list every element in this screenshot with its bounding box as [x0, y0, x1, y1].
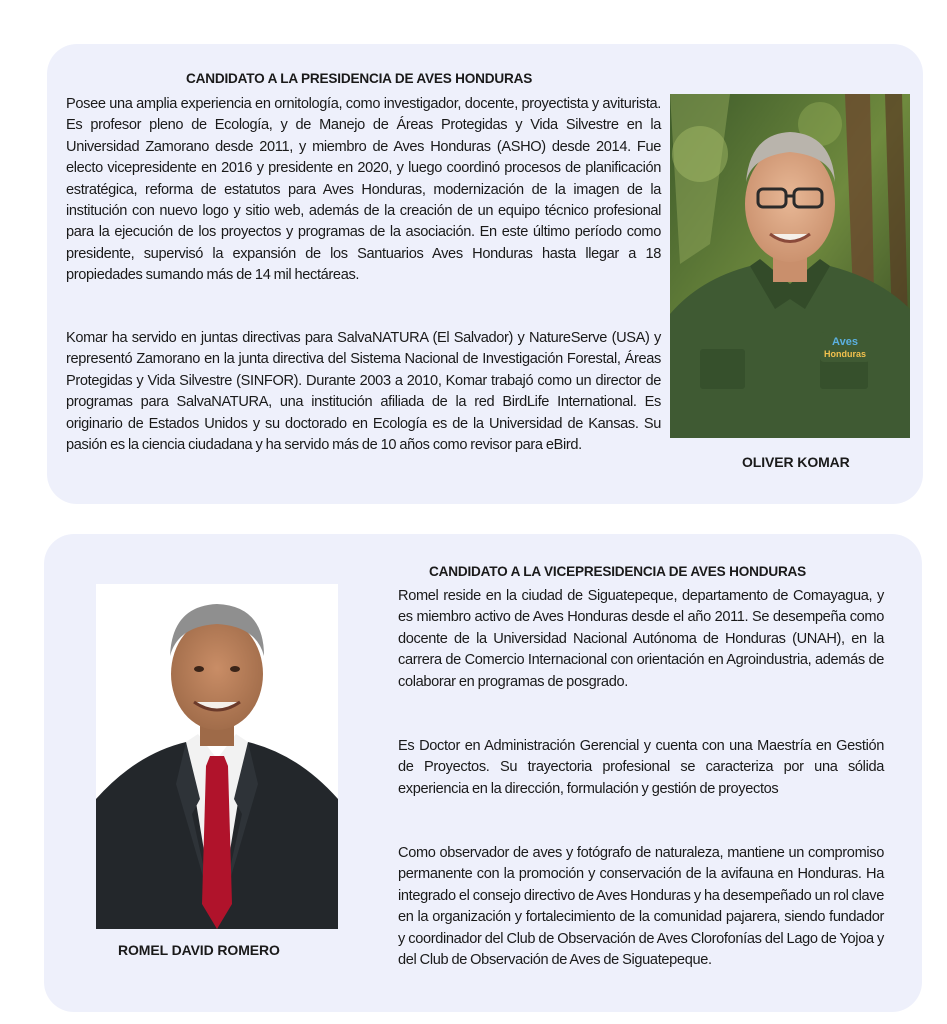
president-name: OLIVER KOMAR	[742, 454, 850, 470]
president-candidate-card	[47, 44, 923, 504]
vice-president-heading: CANDIDATO A LA VICEPRESIDENCIA DE AVES HONDURAS	[429, 564, 807, 579]
vice-president-photo	[96, 584, 338, 929]
vice-president-name: ROMEL DAVID ROMERO	[118, 942, 280, 958]
shirt-logo-line2: Honduras	[823, 349, 867, 359]
shirt-logo-line1: Aves	[832, 336, 858, 348]
vice-president-bio-paragraph-2: Es Doctor en Administración Gerencial y cuenta con una Maestría en Gestión de Proyectos. Su trayectoria profesional se caracteriza por una sólida experiencia en la dirección, formulación y gestión de proyectos	[398, 738, 884, 797]
vice-president-bio-paragraph-3: Como observador de aves y fotógrafo de naturaleza, mantiene un compromiso permanente con la promoción y conservación de la avifauna en Honduras. Ha integrado el consejo directivo de Aves Honduras y ha desempeñado un rol clave en la organización y fortalecimiento de la comunidad pajarera, siendo fundador y coordinador del Club de Observación de Aves Clorofonías del Lago de Yojoa y del Club de Observación de Aves de Siguatepeque.	[398, 845, 884, 969]
president-bio-paragraph-2: Komar ha servido en juntas directivas para SalvaNATURA (El Salvador) y NatureServe (USA) y representó Zamorano en la junta directiva del Sistema Nacional de Investigación Forestal, Áreas Protegidas y Vida Silvestre (SINFOR). Durante 2003 a 2010, Komar trabajó como un director de programas para SalvaNATURA, una institución afiliada de la red BirdLife International. Es originario de Estados Unidos y su doctorado en Ecología es de la Universidad de Kansas. Su pasión es la ciencia ciudadana y ha servido más de 10 años como revisor para eBird.	[66, 330, 661, 454]
president-photo	[670, 94, 910, 438]
president-heading: CANDIDATO A LA PRESIDENCIA DE AVES HONDURAS	[186, 71, 533, 86]
vice-president-bio-paragraph-1: Romel reside en la ciudad de Siguatepeque, departamento de Comayagua, y es miembro activo de Aves Honduras desde el año 2011. Se desempeña como docente de la Universidad Nacional Autónoma de Honduras (UNAH), en la carrera de Comercio Internacional con orientación en Agroindustria, además de colaborar en programas de posgrado.	[398, 588, 884, 690]
president-bio-paragraph-1: Posee una amplia experiencia en ornitología, como investigador, docente, proyectista y aviturista. Es profesor pleno de Ecología, y de Manejo de Áreas Protegidas y Vida Silvestre en la Universidad Zamorano desde 2011, y miembro de Aves Honduras (ASHO) desde 2014. Fue electo vicepresidente en 2016 y presidente en 2020, y luego coordinó procesos de planificación estratégica, reforma de estatutos para Aves Honduras, modernización de la imagen de la institución con nuevo logo y sitio web, además de la creación de un equipo técnico profesional para la ejecución de los proyectos y programas de la asociación. En este último período como presidente, supervisó la expansión de los Santuarios Aves Honduras hasta llegar a 18 propiedades sumando más de 14 mil hectáreas.	[66, 96, 661, 284]
vice-president-candidate-card	[44, 534, 922, 1012]
